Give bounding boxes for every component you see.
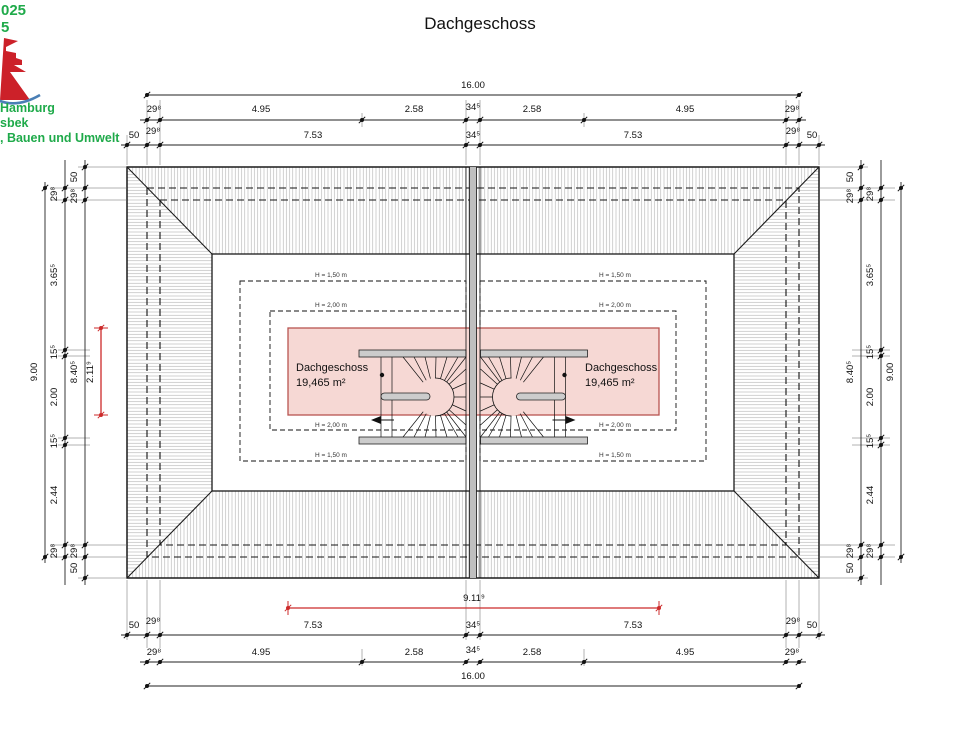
logo-line-hamburg: Hamburg <box>0 101 55 115</box>
dim-label: 2.58 <box>522 104 542 115</box>
dim-label: 4.95 <box>251 104 271 115</box>
dim-label: 29⁸ <box>865 186 876 202</box>
dim-label: 29⁸ <box>69 188 80 204</box>
red-dim-width: 9.11⁹ <box>463 593 485 604</box>
headroom-label: H = 1,50 m <box>599 272 631 279</box>
dim-label: 29⁸ <box>146 647 162 658</box>
dim-label: 50 <box>128 130 140 141</box>
logo-line-district: sbek <box>0 116 29 130</box>
dim-label: 4.95 <box>675 104 695 115</box>
dim-label: 29⁸ <box>145 616 161 627</box>
headroom-label: H = 1,50 m <box>599 452 631 459</box>
dim-label: 15⁵ <box>865 433 876 449</box>
dim-label: 29⁸ <box>146 104 162 115</box>
room-area-left: 19,465 m² <box>296 377 346 389</box>
room-name-left: Dachgeschoss <box>296 362 369 374</box>
dim-label: 15⁵ <box>49 433 60 449</box>
dim-label: 50 <box>845 562 856 574</box>
page-title: Dachgeschoss <box>424 14 536 33</box>
logo-number-1: 025 <box>1 2 27 19</box>
headroom-label: H = 2,00 m <box>599 302 631 309</box>
logo-line-department: , Bauen und Umwelt <box>0 131 120 145</box>
red-dim-height: 2.11⁹ <box>85 361 96 383</box>
dim-total-width: 16.00 <box>461 80 485 91</box>
dim-label: 3.65⁵ <box>865 263 876 287</box>
headroom-label: H = 1,50 m <box>315 272 347 279</box>
room-name-right: Dachgeschoss <box>585 362 658 374</box>
dim-label: 3.65⁵ <box>49 263 60 287</box>
dim-label: 2.58 <box>404 647 424 658</box>
dimension-labels-left <box>29 172 96 574</box>
dim-label: 4.95 <box>251 647 271 658</box>
dim-label: 29⁸ <box>845 188 856 204</box>
room-area-right: 19,465 m² <box>585 377 635 389</box>
dim-label: 50 <box>806 620 818 631</box>
headroom-label: H = 2,00 m <box>315 422 347 429</box>
headroom-label: H = 1,50 m <box>315 452 347 459</box>
logo-number-2: 5 <box>1 19 10 36</box>
dim-label: 29⁸ <box>49 186 60 202</box>
dim-label: 29⁸ <box>784 104 800 115</box>
dim-label: 29⁸ <box>784 647 800 658</box>
dim-total-width: 16.00 <box>461 671 485 682</box>
dimension-labels-right <box>845 172 896 574</box>
dim-total-height: 9.00 <box>29 362 40 382</box>
dim-label: 50 <box>806 130 818 141</box>
dim-label: 7.53 <box>623 130 643 141</box>
dim-label: 8.40⁵ <box>845 360 856 384</box>
dim-label: 2.44 <box>49 485 60 505</box>
dim-label: 29⁸ <box>785 126 801 137</box>
dim-label: 50 <box>69 171 80 183</box>
dim-label: 29⁸ <box>785 616 801 627</box>
dim-label: 2.58 <box>522 647 542 658</box>
dim-label: 29⁸ <box>845 543 856 559</box>
dim-total-height: 9.00 <box>885 362 896 382</box>
dimension-labels-top <box>129 80 818 141</box>
dim-label: 29⁸ <box>69 543 80 559</box>
dim-label: 2.58 <box>404 104 424 115</box>
dim-label: 50 <box>69 562 80 574</box>
dim-label: 29⁸ <box>865 543 876 559</box>
dim-label: 7.53 <box>303 130 323 141</box>
dim-label: 2.00 <box>49 387 60 407</box>
headroom-label: H = 2,00 m <box>315 302 347 309</box>
dim-label: 29⁸ <box>145 126 161 137</box>
dim-label: 15⁵ <box>49 344 60 360</box>
dimension-labels-bottom <box>129 593 818 682</box>
dim-label: 29⁸ <box>49 543 60 559</box>
dim-label: 34⁵ <box>465 645 481 656</box>
dim-label: 34⁵ <box>465 130 481 141</box>
dim-label: 15⁵ <box>865 344 876 360</box>
dim-label: 7.53 <box>623 620 643 631</box>
dim-label: 4.95 <box>675 647 695 658</box>
dim-label: 50 <box>845 171 856 183</box>
dim-label: 34⁵ <box>465 620 481 631</box>
dim-label: 50 <box>128 620 140 631</box>
dim-label: 34⁵ <box>465 102 481 113</box>
dim-label: 2.00 <box>865 387 876 407</box>
dim-label: 7.53 <box>303 620 323 631</box>
headroom-label: H = 2,00 m <box>599 422 631 429</box>
dim-label: 8.40⁵ <box>69 360 80 384</box>
dim-label: 2.44 <box>865 485 876 505</box>
